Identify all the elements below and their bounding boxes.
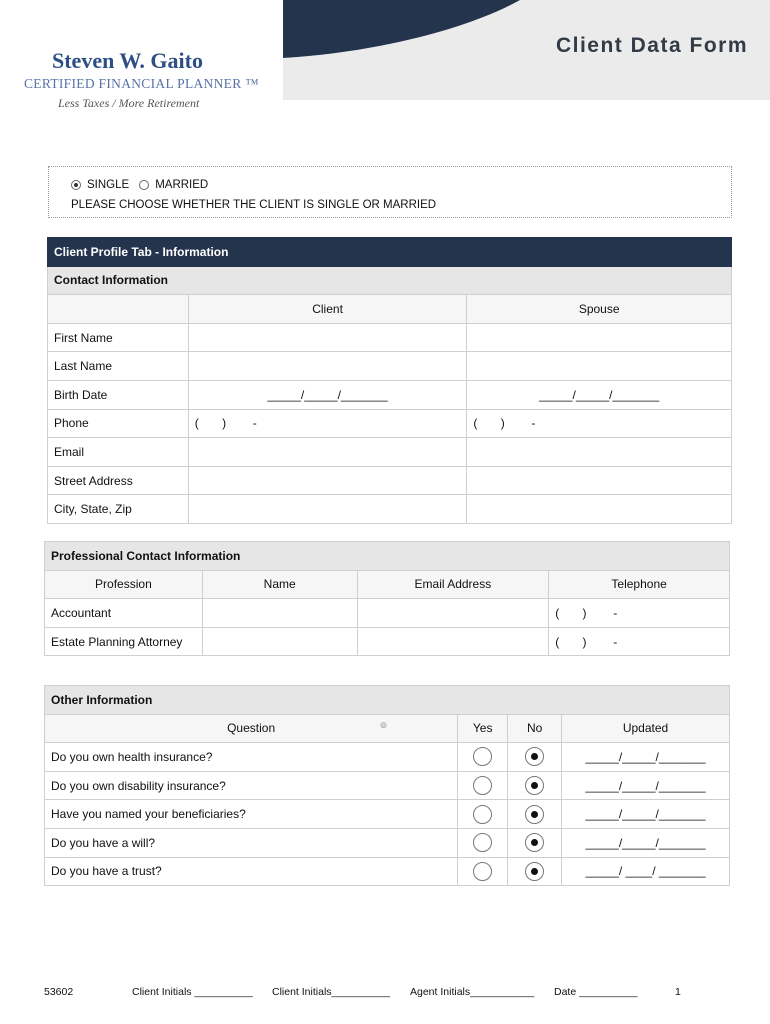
client-street-field[interactable] (188, 466, 467, 495)
question-column-header (45, 714, 458, 743)
spouse-first-name-field[interactable] (467, 323, 732, 352)
table-row (45, 800, 730, 829)
name-column-header: Name (202, 570, 357, 599)
table-row (48, 352, 732, 381)
updated-column-header: Updated (562, 714, 730, 743)
question-health-insurance: Do you own health insurance? (45, 743, 458, 772)
trust-updated-field[interactable]: _____/ ____/ _______ (562, 857, 730, 886)
first-name-label: First Name (48, 323, 189, 352)
spouse-phone-field[interactable]: ( ) - (467, 409, 732, 438)
profession-column-header: Profession (45, 570, 203, 599)
table-row (45, 743, 730, 772)
date-field: Date __________ (554, 986, 638, 998)
table-row (45, 627, 730, 656)
other-information-table (44, 685, 730, 886)
page-number: 1 (675, 986, 681, 998)
spouse-last-name-field[interactable] (467, 352, 732, 381)
spouse-email-field[interactable] (467, 438, 732, 467)
accountant-email-field[interactable] (357, 599, 549, 628)
professional-contact-title: Professional Contact Information (45, 542, 730, 571)
will-no-radio[interactable] (525, 833, 544, 852)
client-initials-1: Client Initials __________ (132, 986, 253, 998)
married-radio[interactable] (139, 180, 149, 190)
spouse-city-field[interactable] (467, 495, 732, 524)
other-info-title: Other Information (45, 686, 730, 715)
table-row (48, 380, 732, 409)
client-first-name-field[interactable] (188, 323, 467, 352)
accountant-label: Accountant (45, 599, 203, 628)
client-city-field[interactable] (188, 495, 467, 524)
no-column-header: No (508, 714, 562, 743)
health-no-radio[interactable] (525, 747, 544, 766)
table-row (48, 409, 732, 438)
logo-tagline: Less Taxes / More Retirement (58, 96, 200, 110)
table-row (48, 438, 732, 467)
field-marker-icon: ⊚ (379, 719, 388, 730)
birth-date-label: Birth Date (48, 380, 189, 409)
disability-yes-radio[interactable] (473, 776, 492, 795)
will-yes-radio[interactable] (473, 833, 492, 852)
spouse-street-field[interactable] (467, 466, 732, 495)
table-row (48, 323, 732, 352)
disability-updated-field[interactable]: _____/_____/_______ (562, 771, 730, 800)
last-name-label: Last Name (48, 352, 189, 381)
contact-information-table (47, 237, 732, 524)
client-last-name-field[interactable] (188, 352, 467, 381)
client-phone-field[interactable]: ( ) - (188, 409, 467, 438)
logo-name: Steven W. Gaito (52, 48, 203, 73)
table-row (45, 828, 730, 857)
profile-section-title: Client Profile Tab - Information (48, 238, 732, 267)
marital-status-box (48, 166, 732, 218)
yes-column-header: Yes (458, 714, 508, 743)
married-label: MARRIED (155, 179, 209, 191)
client-column-header: Client (188, 295, 467, 324)
accountant-phone-field[interactable]: ( ) - (549, 599, 730, 628)
disability-no-radio[interactable] (525, 776, 544, 795)
marital-status-hint: PLEASE CHOOSE WHETHER THE CLIENT IS SINGLE OR MARRIED (71, 199, 437, 211)
spouse-column-header: Spouse (467, 295, 732, 324)
client-initials-2: Client Initials__________ (272, 986, 390, 998)
will-updated-field[interactable]: _____/_____/_______ (562, 828, 730, 857)
table-row (48, 495, 732, 524)
telephone-column-header: Telephone (549, 570, 730, 599)
table-row (45, 771, 730, 800)
table-row (45, 857, 730, 886)
trust-yes-radio[interactable] (473, 862, 492, 881)
phone-label: Phone (48, 409, 189, 438)
attorney-label: Estate Planning Attorney (45, 627, 203, 656)
table-row (48, 466, 732, 495)
health-yes-radio[interactable] (473, 747, 492, 766)
single-label: SINGLE (87, 179, 130, 191)
health-updated-field[interactable]: _____/_____/_______ (562, 743, 730, 772)
page-title: Client Data Form (555, 34, 748, 57)
table-row (45, 599, 730, 628)
spouse-birth-date-field[interactable]: _____/_____/_______ (467, 380, 732, 409)
single-radio[interactable] (71, 180, 81, 190)
beneficiaries-no-radio[interactable] (525, 805, 544, 824)
question-beneficiaries: Have you named your beneficiaries? (45, 800, 458, 829)
logo-designation: CERTIFIED FINANCIAL PLANNER ™ (24, 76, 259, 91)
question-trust: Do you have a trust? (45, 857, 458, 886)
blank-header (48, 295, 189, 324)
attorney-name-field[interactable] (202, 627, 357, 656)
beneficiaries-updated-field[interactable]: _____/_____/_______ (562, 800, 730, 829)
trust-no-radio[interactable] (525, 862, 544, 881)
city-state-zip-label: City, State, Zip (48, 495, 189, 524)
client-birth-date-field[interactable]: _____/_____/_______ (188, 380, 467, 409)
client-email-field[interactable] (188, 438, 467, 467)
beneficiaries-yes-radio[interactable] (473, 805, 492, 824)
email-column-header: Email Address (357, 570, 549, 599)
form-id: 53602 (44, 986, 74, 998)
question-will: Do you have a will? (45, 828, 458, 857)
agent-initials: Agent Initials___________ (410, 986, 535, 998)
email-label: Email (48, 438, 189, 467)
question-disability-insurance: Do you own disability insurance? (45, 771, 458, 800)
question-header-label: Question (227, 721, 276, 736)
street-address-label: Street Address (48, 466, 189, 495)
attorney-phone-field[interactable]: ( ) - (549, 627, 730, 656)
professional-contact-table (44, 541, 730, 656)
accountant-name-field[interactable] (202, 599, 357, 628)
contact-info-title: Contact Information (48, 266, 732, 295)
attorney-email-field[interactable] (357, 627, 549, 656)
